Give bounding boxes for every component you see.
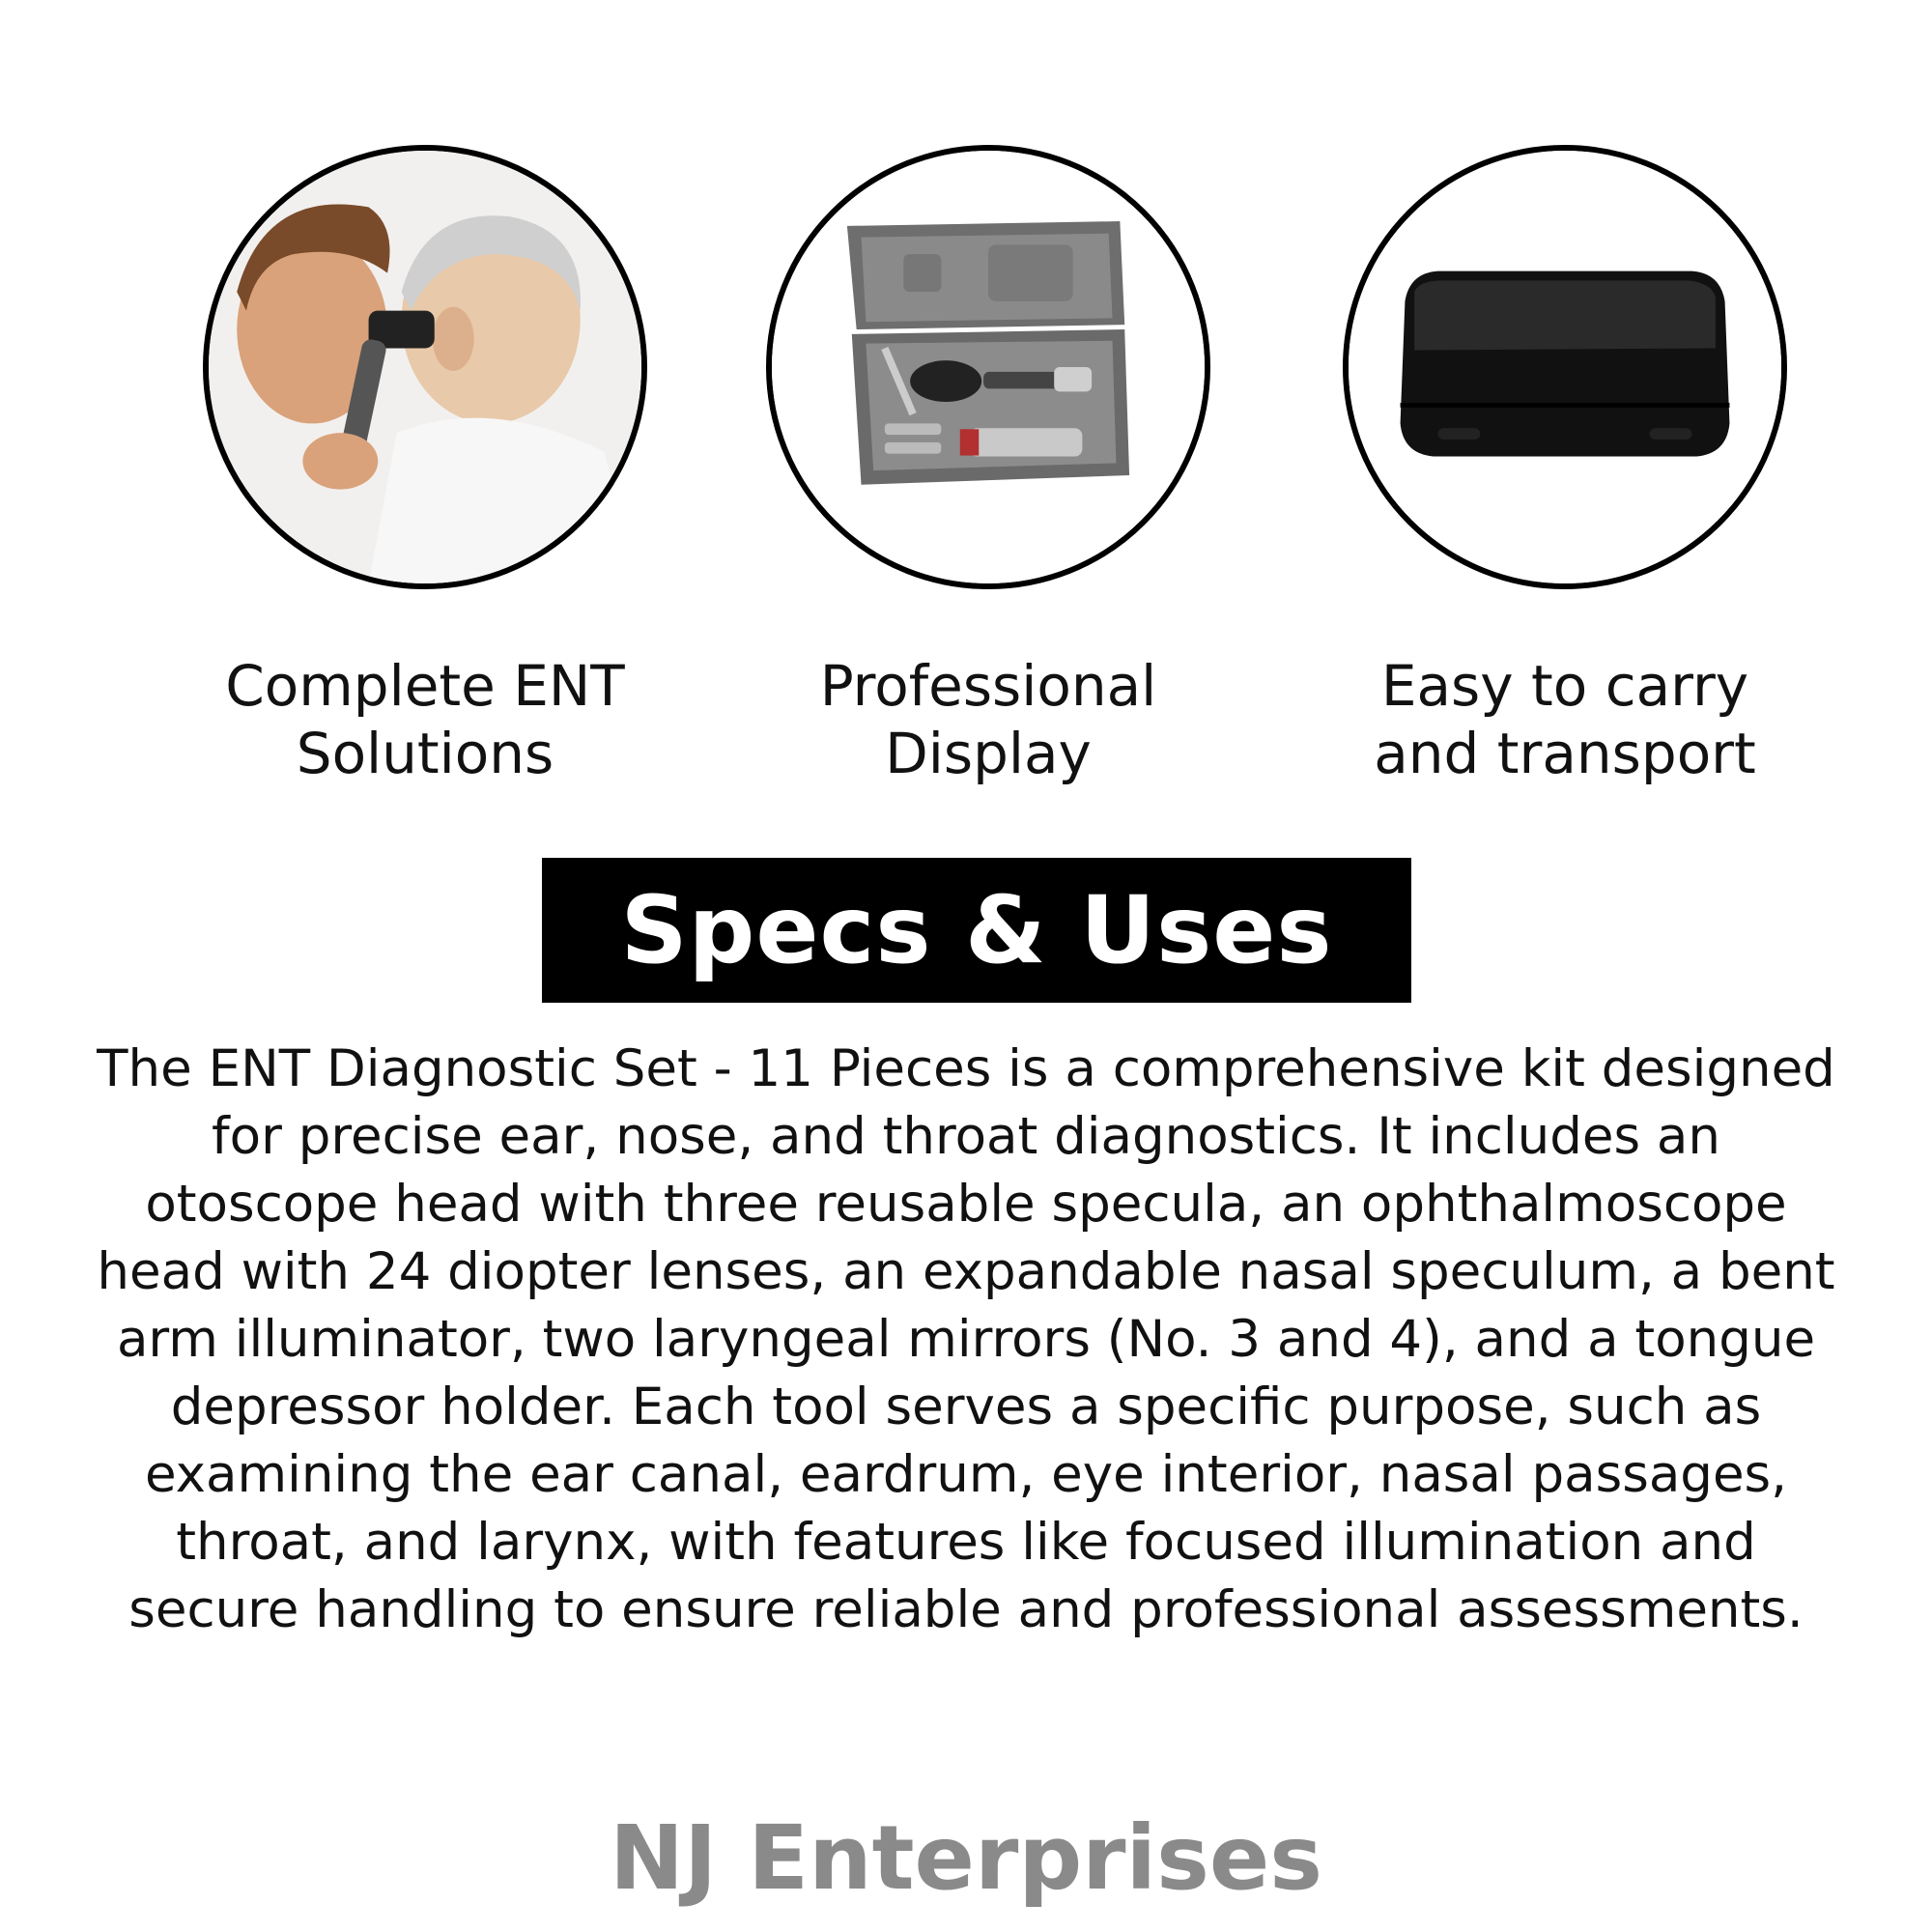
doctor-examining-ear-image [203,145,647,589]
feature-row [0,145,1932,821]
feature-label-line1: Complete ENT [225,653,625,719]
closed-black-case-image [1343,145,1787,589]
feature-label-line2: Solutions [296,721,554,786]
product-description: The ENT Diagnostic Set - 11 Pieces is a comprehensive kit designed for precise ear, nose, and throat diagnostics. It includes an otoscope head with three reusable specula, an ophthalmoscope head with 24 diopter lenses, an expandable nasal speculum, a bent arm illuminator, two laryngeal mirrors (No. 3 and 4), and a tongue depressor holder. Each tool serves a specific purpose, such as examining the ear canal, eardrum, eye interior, nasal passages, throat, and larynx, with features like focused illumination and secure handling to ensure reliable and professional assessments. [97,1039,1835,1639]
feature-label-line1: Easy to carry [1380,653,1749,719]
section-heading: Specs & Uses [620,876,1333,984]
section-heading-banner [542,858,1411,1003]
feature-label [1275,652,1855,787]
open-instrument-case-image [766,145,1210,589]
feature-label [698,652,1278,787]
brand-name: NJ Enterprises [609,1806,1323,1910]
feature-label [135,652,715,787]
feature-label-line2: Display [885,721,1092,786]
feature-label-line2: and transport [1374,721,1756,786]
feature-label-line1: Professional [819,653,1157,719]
